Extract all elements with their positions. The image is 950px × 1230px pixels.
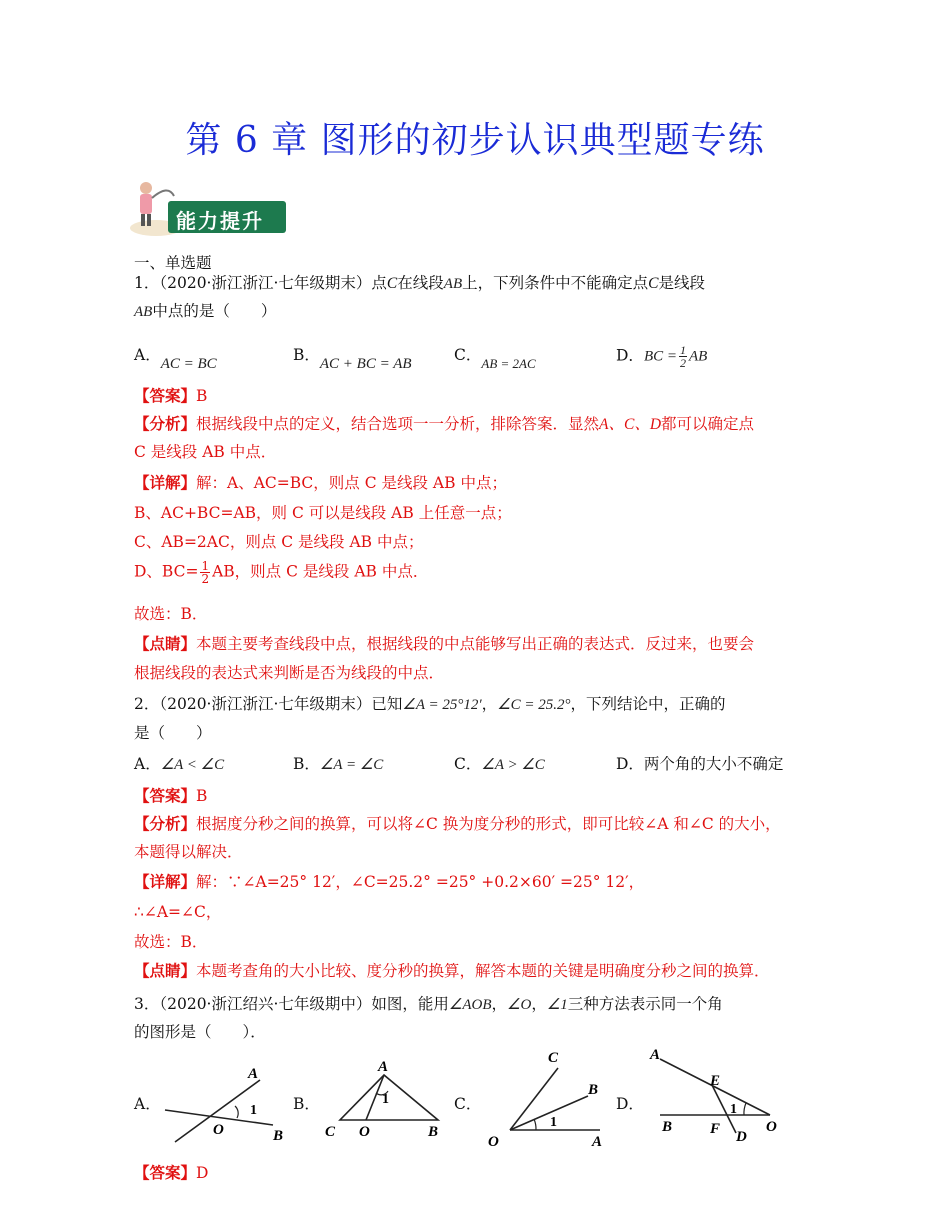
q1-stem-line2: AB中点的是（ ） — [134, 302, 277, 320]
q2-option-c: C．∠A > ∠C — [454, 755, 545, 773]
fig-b-label-c: C — [325, 1124, 336, 1140]
fig-c-label-b: B — [588, 1082, 599, 1098]
q1-option-c: C．$_{AB = 2AC}$ — [454, 346, 536, 371]
q1-comment-line1: 【点睛】本题主要考查线段中点，根据线段的中点能够写出正确的表达式．反过来，也要会 — [134, 634, 755, 653]
fig-d-angle-arc — [744, 1103, 746, 1115]
q1-detail-line4: D、BC= $\frac{1}{2}$ AB，则点 C 是线段 AB 中点． — [134, 559, 429, 586]
fig-d-label-1: 1 — [730, 1102, 737, 1117]
q2-option-a: A．∠A < ∠C — [134, 755, 225, 773]
q2-analysis-line2: 本题得以解决． — [134, 843, 243, 861]
fig-b-label-b: B — [428, 1124, 439, 1140]
q2-analysis-line1: 【分析】根据度分秒之间的换算，可以将∠C 换为度分秒的形式，即可比较∠A 和∠C 的大小， — [134, 814, 781, 833]
fig-c-label-o: O — [488, 1134, 499, 1148]
fig-b-label-o: O — [359, 1124, 370, 1140]
q2-detail-line2: ∴∠A=∠C， — [134, 903, 222, 921]
fig-d-label-a: A — [650, 1047, 661, 1063]
fig-d-label-e: E — [710, 1073, 721, 1089]
q1-detail-line2: B、AC+BC=AB，则 C 可以是线段 AB 上任意一点； — [134, 504, 512, 522]
q1-option-d: D．BC = $\frac{1}{2}$ AB — [616, 343, 708, 370]
q3-option-d-label: D． — [616, 1095, 644, 1113]
q1-option-b: B．AC + BC = AB — [293, 346, 412, 372]
q1-detail-line1: 【详解】解：A、AC=BC，则点 C 是线段 AB 中点； — [134, 473, 507, 492]
q3-option-c-label: C． — [454, 1095, 482, 1113]
q3-figure-a — [155, 1060, 295, 1150]
q2-choose: 故选：B． — [134, 933, 208, 951]
q3-option-b-label: B． — [293, 1095, 320, 1113]
fig-b-label-a: A — [378, 1059, 389, 1075]
q1-analysis-line2: C 是线段 AB 中点． — [134, 443, 277, 461]
section-heading: 一、单选题 — [134, 254, 212, 272]
fig-a-label-o: O — [213, 1122, 224, 1138]
q2-detail-line1: 【详解】解：∵∠A=25° 12′，∠C=25.2° =25° +0.2×60′ =25° 12′， — [134, 872, 645, 891]
fig-d-label-o: O — [766, 1119, 777, 1135]
q2-answer: 【答案】B — [134, 786, 208, 805]
fig-c-label-c: C — [548, 1050, 559, 1066]
fig-b-label-1: 1 — [382, 1092, 389, 1107]
fig-a-label-b: B — [273, 1128, 284, 1144]
q3-option-a-label: A． — [134, 1095, 161, 1113]
q1-analysis-line1: 【分析】根据线段中点的定义，结合选项一一分析，排除答案．显然A、C、D都可以确定点 — [134, 414, 755, 433]
fig-a-angle-arc — [235, 1106, 238, 1118]
q3-figure-b — [320, 1055, 460, 1145]
fig-a-label-1: 1 — [250, 1103, 257, 1118]
page-title: 第 6 章 图形的初步认识典型题专练 — [185, 120, 765, 161]
q2-option-b: B．∠A = ∠C — [293, 755, 384, 773]
q2-comment-line1: 【点睛】本题考查角的大小比较、度分秒的换算，解答本题的关键是明确度分秒之间的换算． — [134, 961, 770, 980]
q3-stem-line1: 3．（2020·浙江绍兴·七年级期中）如图，能用∠AOB，∠O，∠1三种方法表示同一个角 — [134, 995, 723, 1013]
fig-a-label-a: A — [248, 1066, 259, 1082]
fig-d-label-f: F — [710, 1121, 721, 1137]
q3-figure-d — [640, 1045, 790, 1145]
q3-figure-c — [480, 1048, 620, 1148]
q1-option-a: A．AC = BC — [134, 346, 217, 372]
ability-badge — [128, 178, 288, 238]
q3-answer: 【答案】D — [134, 1163, 209, 1182]
fig-c-label-a: A — [592, 1134, 603, 1148]
fig-c-angle-arc — [534, 1119, 536, 1130]
fig-d-label-b: B — [662, 1119, 673, 1135]
q3-stem-line2: 的图形是（ ）． — [134, 1023, 266, 1041]
badge-label: 能力提升 — [176, 209, 264, 233]
q1-choose: 故选：B． — [134, 605, 208, 623]
q2-stem-line2: 是（ ） — [134, 724, 212, 742]
fig-d-label-d: D — [736, 1129, 747, 1145]
q1-answer: 【答案】B — [134, 386, 208, 405]
q2-option-d: D．两个角的大小不确定 — [616, 755, 784, 773]
fig-b-triangle — [340, 1075, 438, 1120]
q1-detail-line3: C、AB=2AC，则点 C 是线段 AB 中点； — [134, 533, 424, 551]
fig-c-label-1: 1 — [550, 1115, 557, 1130]
fig-c-line-ob — [510, 1096, 588, 1130]
q1-comment-line2: 根据线段的表达式来判断是否为线段的中点． — [134, 664, 445, 682]
q2-stem-line1: 2．（2020·浙江浙江·七年级期末）已知∠A = 25°12′，∠C = 25.2°，下列结论中，正确的 — [134, 695, 726, 713]
q1-stem-line1: 1．（2020·浙江浙江·七年级期末）点C在线段AB上，下列条件中不能确定点C是线段 — [134, 274, 705, 292]
